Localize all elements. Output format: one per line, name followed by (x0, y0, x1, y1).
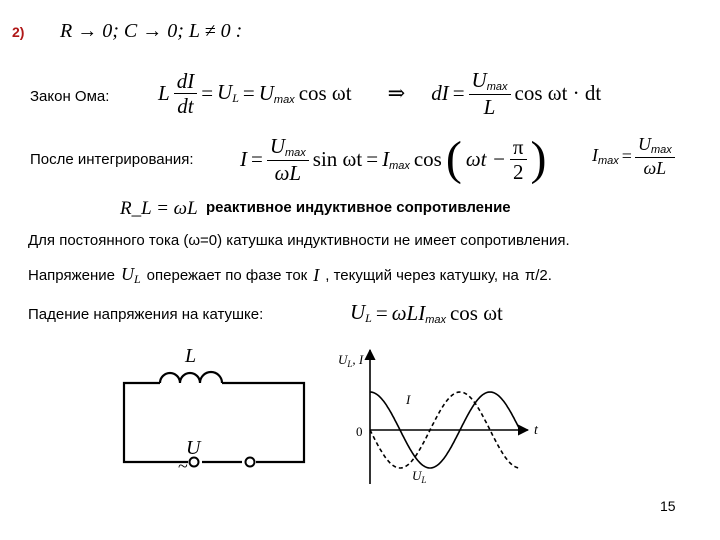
int-paren-left: ( (445, 132, 462, 186)
ohm-dI: dI (174, 69, 198, 94)
phase-var-I: I (313, 265, 320, 285)
int-pi: π (510, 135, 527, 160)
graph-x-label: t (534, 423, 538, 438)
voltage-drop-formula (350, 300, 503, 326)
imax-num-U: U (637, 134, 651, 154)
svg-text:UL (412, 468, 426, 485)
reactance-caption: реактивное индуктивное сопротивление (206, 199, 511, 216)
circuit-inductor-label: L (185, 345, 197, 367)
phase-part2: опережает по фазе ток (146, 267, 308, 284)
ohm-eq1: = (201, 80, 214, 105)
phase-var-U: U (120, 264, 134, 284)
implies-arrow: ⇒ (387, 80, 406, 105)
int-Imax: I (382, 146, 390, 171)
imax-formula (592, 134, 675, 178)
phase-statement (28, 264, 552, 287)
inductor-circuit (110, 338, 320, 478)
imax-eq: = (621, 145, 632, 166)
phase-part1: Напряжение (28, 267, 115, 284)
int-num-U: U (269, 134, 286, 158)
drop-UL: U (350, 300, 366, 324)
graph-y-label-tail: , I (352, 352, 364, 367)
imax-I-sub: max (598, 155, 619, 168)
graph-y-label-sub: L (347, 359, 353, 369)
imax-den: ωL (643, 157, 667, 178)
ohm-frac-U-sub: max (486, 81, 508, 93)
ohm-tail: cos ωt · dt (514, 80, 602, 105)
phase-value: π/2. (524, 267, 552, 284)
ohm-L: L (158, 80, 170, 105)
ohm-UL-sub: L (232, 91, 239, 106)
case-number: 2) (12, 24, 25, 40)
int-num-sub: max (285, 147, 306, 159)
ohm-eq2: = (242, 80, 255, 105)
int-eq2: = (366, 146, 379, 171)
graph-origin-label: 0 (356, 424, 363, 439)
ohm-dt: dt (177, 93, 194, 118)
ohm-cos: cos ωt (298, 80, 352, 105)
ohm-eq3: = (452, 80, 465, 105)
int-eq1: = (251, 146, 263, 171)
ohm-UL: U (217, 80, 233, 105)
graph-y-label-U: U (338, 352, 348, 367)
graph-voltage-label: U (412, 468, 422, 483)
circuit-ac-symbol: ~ (178, 456, 188, 476)
inductor-coil (160, 372, 222, 383)
imax-num-sub: max (650, 144, 672, 156)
drop-eq: = (375, 300, 388, 325)
circuit-wire (124, 383, 304, 462)
ohm-frac-U: U (471, 68, 487, 92)
ohm-Umax-sub: max (273, 93, 295, 106)
ohm-Umax: U (258, 80, 274, 105)
int-arg: ωt − (465, 146, 506, 171)
int-I: I (240, 146, 247, 171)
integration-formula (240, 134, 547, 185)
drop-UL-sub: L (365, 311, 372, 325)
terminal-right (246, 458, 255, 467)
drop-cos: cos ωt (449, 300, 503, 325)
int-sin: sin ωt (312, 146, 363, 171)
ohm-frac-L: L (483, 94, 496, 119)
int-two: 2 (512, 159, 524, 184)
int-cos: cos (413, 146, 442, 171)
int-pi-fraction (510, 135, 527, 184)
imax-I: I (592, 145, 598, 166)
int-den: ωL (274, 160, 302, 185)
svg-text:UL, I (338, 352, 364, 369)
phase-graph (330, 344, 560, 490)
case-condition: R → 0; C → 0; L ≠ 0 : (60, 20, 243, 42)
ohm-dI-dt-fraction (174, 69, 198, 118)
ohm-dI-rhs: dI (431, 80, 449, 105)
page-number: 15 (660, 498, 676, 514)
drop-rhs: ωLI (391, 300, 426, 325)
imax-fraction (635, 134, 675, 178)
voltage-drop-label: Падение напряжения на катушке: (28, 306, 264, 323)
int-fraction (267, 134, 309, 185)
phase-part3: , текущий через катушку, на (325, 267, 519, 284)
ohm-law-formula (158, 68, 601, 119)
graph-current-label: I (406, 392, 411, 407)
drop-rhs-sub: max (425, 313, 446, 326)
ohm-law-label: Закон Ома: (30, 88, 110, 105)
phase-var-U-sub: L (133, 272, 141, 286)
dc-statement: Для постоянного тока (ω=0) катушка индуктивности не имеет сопротивления. (28, 232, 570, 249)
graph-voltage-label-sub: L (421, 475, 427, 485)
circuit-source-label: U (186, 437, 201, 459)
reactance-formula: R_L = ωL (120, 198, 198, 219)
int-paren-right: ) (530, 132, 547, 186)
after-integration-label: После интегрирования: (30, 151, 194, 168)
int-Imax-sub: max (389, 159, 410, 172)
ohm-Umax-L-fraction (469, 68, 511, 119)
